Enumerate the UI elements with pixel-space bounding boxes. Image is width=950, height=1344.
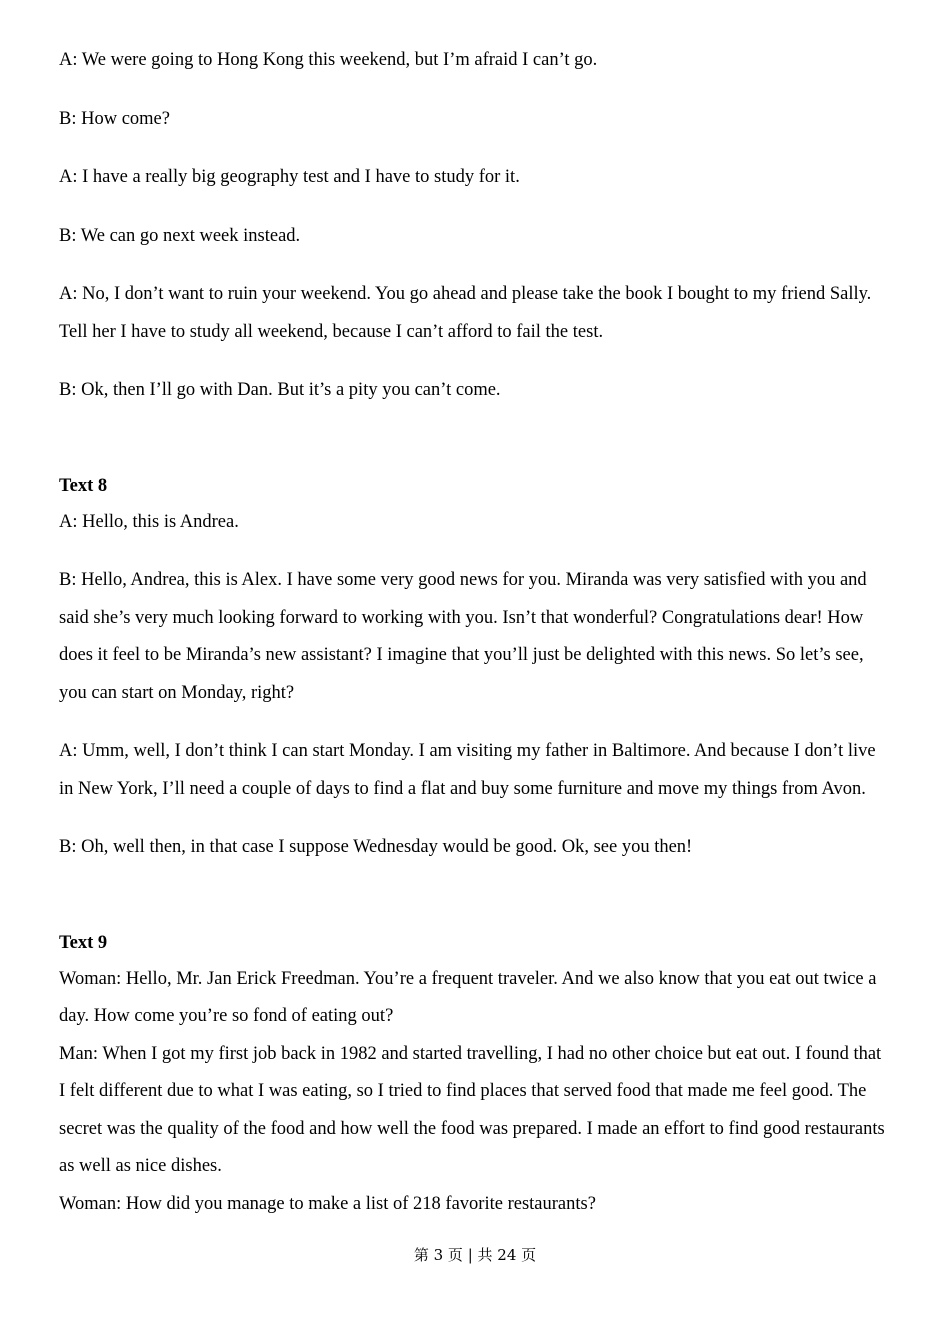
- dialogue-line: B: We can go next week instead.: [59, 225, 301, 246]
- dialogue-line: B: Oh, well then, in that case I suppose Wednesday would be good. Ok, see you then!: [59, 837, 693, 857]
- dialogue-line: A: Hello, this is Andrea.: [59, 511, 239, 532]
- dialogue-line: A: No, I don’t want to ruin your weekend. You go ahead and please take the book I bought to my friend Sally. Tell her I have to study all weekend, because I can’t afford to fail the test.: [59, 284, 872, 342]
- dialogue-line: B: How come?: [59, 108, 170, 129]
- dialogue-line: A: We were going to Hong Kong this weekend, but I’m afraid I can’t go.: [59, 50, 598, 70]
- dialogue-line: Woman: Hello, Mr. Jan Erick Freedman. You’re a frequent traveler. And we also know that you eat out twice a day. How come you’re so fond of eating out?: [59, 968, 877, 1026]
- section-heading-text8: Text 8: [59, 475, 108, 496]
- section-spacer: [59, 431, 889, 468]
- dialogue-line: B: Ok, then I’ll go with Dan. But it’s a pity you can’t come.: [59, 380, 501, 400]
- section-spacer: [59, 888, 889, 925]
- dialogue-line: Woman: How did you manage to make a list of 218 favorite restaurants?: [59, 1193, 596, 1214]
- dialogue-line: A: I have a really big geography test and I have to study for it.: [59, 167, 520, 187]
- dialogue-line: A: Umm, well, I don’t think I can start Monday. I am visiting my father in Baltimore. And because I don’t live in New York, I’ll need a couple of days to find a flat and buy some furniture and move my things from Avon.: [59, 741, 876, 799]
- page-footer: 第 3 页 | 共 24 页: [413, 1246, 537, 1264]
- document-page: [59, 42, 889, 1223]
- dialogue-line: Man: When I got my first job back in 1982 and started travelling, I had no other choice but eat out. I found that I felt different due to what I was eating, so I tried to find places that served food that made me feel good. The secret was the quality of the food and how well the food was prepared. I made an effort to find good restaurants as well as nice dishes.: [59, 1043, 885, 1176]
- dialogue-line: B: Hello, Andrea, this is Alex. I have some very good news for you. Miranda was very satisfied with you and said she’s very much looking forward to working with you. Isn’t that wonderful? Congratulations dear! How does it feel to be Miranda’s new assistant? I imagine that you’ll just be delighted with this news. So let’s see, you can start on Monday, right?: [59, 570, 867, 703]
- section-heading-text9: Text 9: [59, 932, 108, 953]
